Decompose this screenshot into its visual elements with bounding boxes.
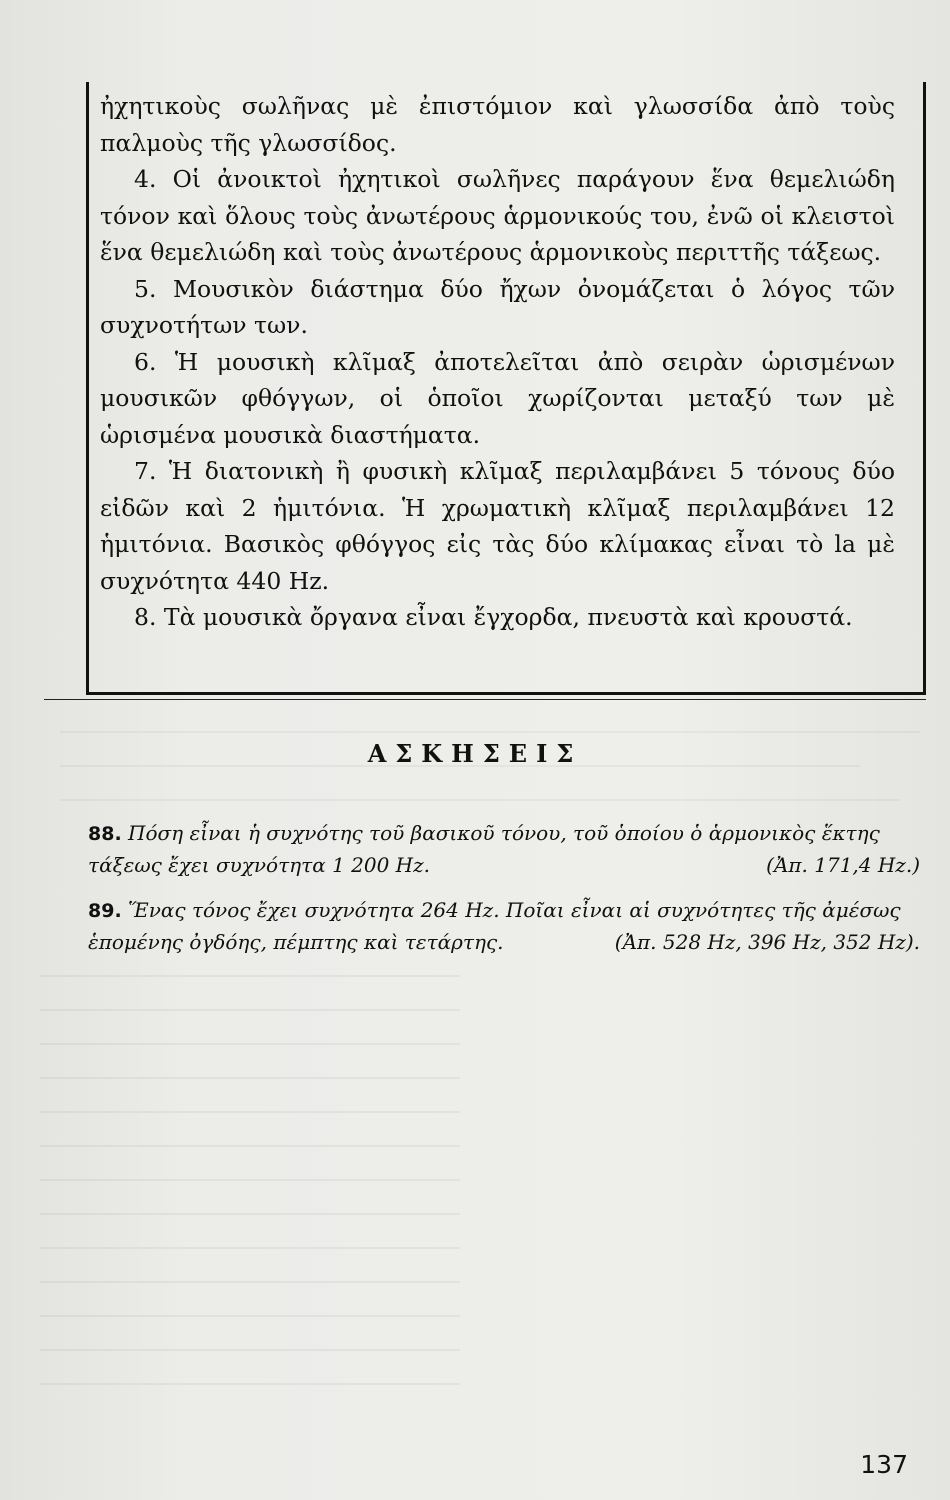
bleed-through-figure [40,975,460,1405]
exercise-number: 88. [88,823,122,845]
summary-item-5: 5. Μουσικὸν διάστημα δύο ἤχων ὀνομάζεται ὁ λόγος τῶν συχνοτήτων των. [100,274,895,339]
exercise-number: 89. [88,900,122,922]
exercise-answer: (Ἀπ. 171,4 Hz.) [766,853,920,877]
exercise-88 [88,818,920,881]
summary-item-7: 7. Ἡ διατονικὴ ἢ φυσικὴ κλῖμαξ περιλαμβάνει 5 τόνους δύο εἰδῶν καὶ 2 ἡμιτόνια. Ἡ χρωματικὴ κλῖμαξ περιλαμβάνει 12 ἡμιτόνια. Βασικὸς φθόγγος εἰς τὰς δύο κλίμακας εἶναι τὸ la μὲ συχνότητα 440 Hz. [100,457,895,595]
exercise-89 [88,895,920,958]
summary-text [100,88,895,636]
exercise-answer: (Ἀπ. 528 Hz, 396 Hz, 352 Hz). [614,930,920,954]
summary-item-6: 6. Ἡ μουσικὴ κλῖμαξ ἀποτελεῖται ἀπὸ σειρὰν ὡρισμένων μουσικῶν φθόγγων, οἱ ὁποῖοι χωρίζονται μεταξύ των μὲ ὡρισμένα μουσικὰ διαστήματα. [100,347,895,449]
exercise-text: Ἕνας τόνος ἔχει συχνότητα 264 Hz. Ποῖαι εἶναι αἱ συχνότητες τῆς ἀμέσως ἑπομένης ὀγδόης, πέμπτης καὶ τετάρτης. [88,898,901,954]
summary-paragraph: ἠχητικοὺς σωλῆνας μὲ ἐπιστόμιον καὶ γλωσσίδα ἀπὸ τοὺς παλμοὺς τῆς γλωσσίδος. [100,92,895,157]
summary-item-8: 8. Τὰ μουσικὰ ὄργανα εἶναι ἔγχορδα, πνευστὰ καὶ κρουστά. [134,603,853,631]
exercises-heading: ΑΣΚΗΣΕΙΣ [367,739,583,768]
page-number: 137 [860,1450,908,1479]
exercise-text: Πόση εἶναι ἡ συχνότης τοῦ βασικοῦ τόνου, τοῦ ὁποίου ὁ ἁρμονικὸς ἕκτης τάξεως ἔχει συχνότητα 1 200 Hz. [88,821,880,877]
summary-item-4: 4. Οἱ ἀνοικτοὶ ἠχητικοὶ σωλῆνες παράγουν ἕνα θεμελιώδη τόνον καὶ ὅλους τοὺς ἀνωτέρους ἁρμονικούς του, ἐνῶ οἱ κλειστοὶ ἕνα θεμελιώδη καὶ τοὺς ἀνωτέρους ἁρμονικοὺς περιττῆς τάξεως. [100,165,895,266]
